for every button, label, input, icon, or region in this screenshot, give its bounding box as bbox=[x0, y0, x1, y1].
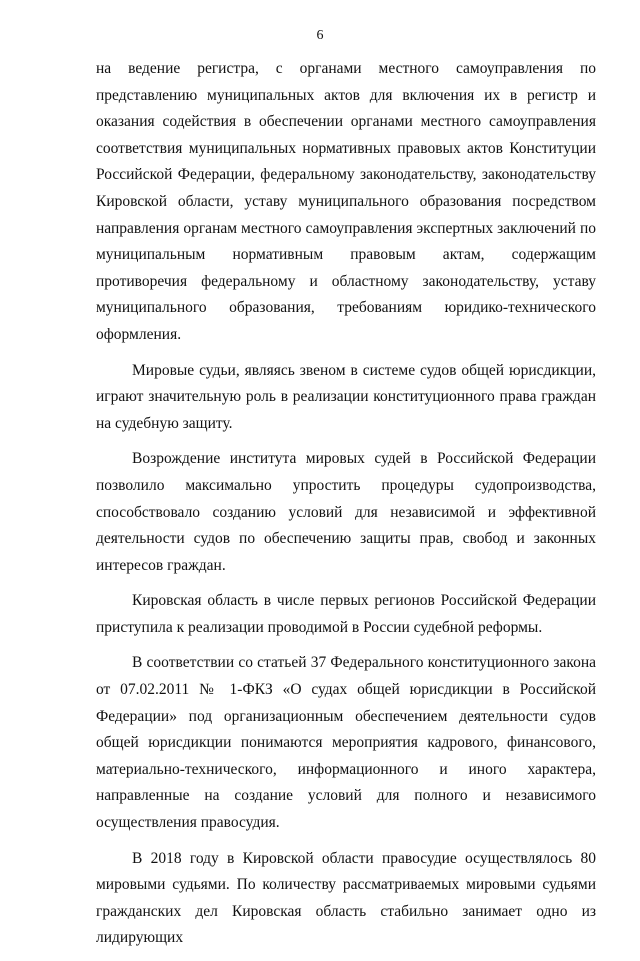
paragraph-kirov-reform: Кировская область в числе первых регионов Российской Федерации приступила к реализации проводимой в России судебной реформы. bbox=[96, 592, 596, 636]
paragraph-continuation: на ведение регистра, с органами местного самоуправления по представлению муниципальных актов для включения их в регистр и оказания содействия в обеспечении органами местного самоуправления соответствия муниципальных нормативных правовых актов Конституции Российской Федерации, федеральному законодательству, законодательству Кировской области, уставу муниципального образования посредством направления органам местного самоуправления экспертных заключений по муниципальным нормативным правовым актам, содержащим противоречия федеральному и областному законодательству, уставу муниципального образования, требованиям юридико-технического оформления. bbox=[96, 60, 596, 343]
paragraph-magistrates-role: Мировые судьи, являясь звеном в системе судов общей юрисдикции, играют значительную роль в реализации конституционного права граждан на судебную защиту. bbox=[96, 361, 596, 432]
document-body bbox=[96, 56, 596, 961]
paragraph-2018-statistics: В 2018 году в Кировской области правосудие осуществлялось 80 мировыми судьями. По количеству рассматриваемых мировыми судьями гражданских дел Кировская область стабильно занимает одно из лидирующих bbox=[96, 849, 596, 947]
paragraph-institute-revival: Возрождение института мировых судей в Российской Федерации позволило максимально упростить процедуры судопроизводства, способствовало созданию условий для независимой и эффективной деятельности судов по обеспечению защиты прав, свобод и законных интересов граждан. bbox=[96, 450, 596, 574]
page-number: 6 bbox=[316, 28, 324, 43]
paragraph-article-37: В соответствии со статьей 37 Федерального конституционного закона от 07.02.2011 № 1-ФКЗ «О судах общей юрисдикции в Российской Федерации» под организационным обеспечением деятельности судов общей юрисдикции понимаются мероприятия кадрового, финансового, материально-технического, информационного и иного характера, направленные на создание условий для полного и независимого осуществления правосудия. bbox=[96, 654, 596, 832]
